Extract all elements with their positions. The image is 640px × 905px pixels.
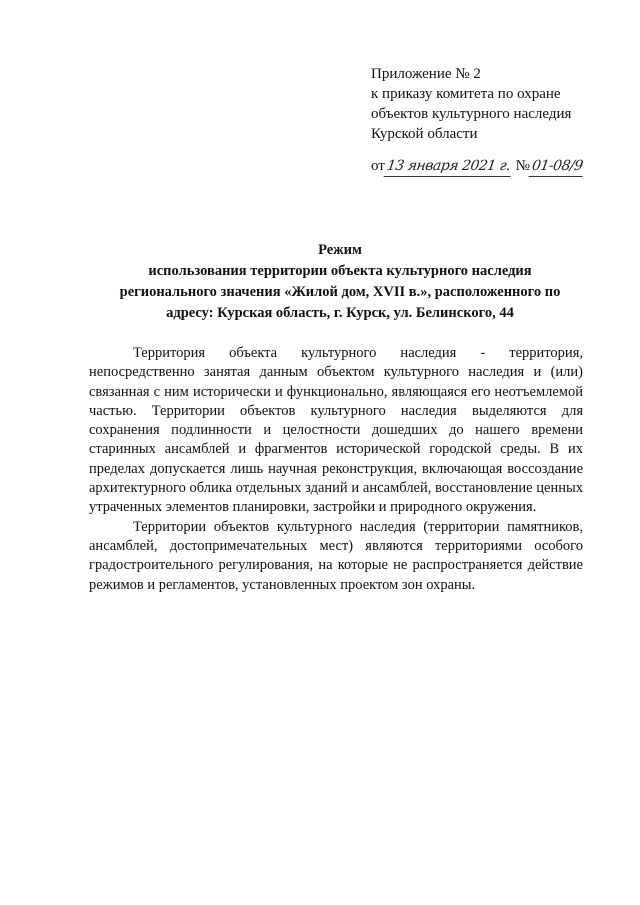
order-prefix: от [371, 158, 385, 174]
document-body [89, 344, 583, 595]
title-line-1: Режим [318, 242, 362, 258]
appendix-order-ref: к приказу комитета по охране [371, 86, 561, 102]
appendix-committee: объектов культурного наследия [371, 106, 572, 122]
appendix-region: Курской области [371, 126, 478, 142]
order-number-prefix: № [515, 158, 530, 174]
title-line-3: регионального значения «Жилой дом, XVII в.», расположенного по [119, 284, 561, 300]
body-paragraph-1: Территория объекта культурного наследия - территория, непосредственно занятая данным объектом культурного наследия и (или) связанная с ним исторически и функционально, являющаяся его неотъемлемой частью. Территории объектов культурного наследия выделяются для сохранения подлинности и целостности дошедших до нашего времени старинных ансамблей и фрагментов исторической городской среды. В их пределах допускается лишь научная реконструкция, включающая воссоздание архитектурного облика отдельных зданий и ансамблей, восстановление ценных утраченных элементов планировки, застройки и природного окружения. [89, 345, 583, 516]
title-line-4: адресу: Курская область, г. Курск, ул. Белинского, 44 [166, 305, 514, 321]
order-date-number [371, 156, 584, 177]
body-paragraph-2: Территории объектов культурного наследия (территории памятников, ансамблей, достопримечательных мест) являются территориями особого градостроительного регулирования, на которые не распространяется действие режимов и регламентов, установленных проектом зон охраны. [89, 518, 583, 593]
order-date-handwritten: 13 января 2021 г. [383, 156, 513, 177]
document-title [90, 240, 590, 324]
order-number-handwritten: 01-08/9 [528, 156, 585, 177]
appendix-number: Приложение № 2 [371, 66, 481, 82]
title-line-2: использования территории объекта культурного наследия [148, 263, 532, 279]
appendix-header [371, 64, 631, 144]
